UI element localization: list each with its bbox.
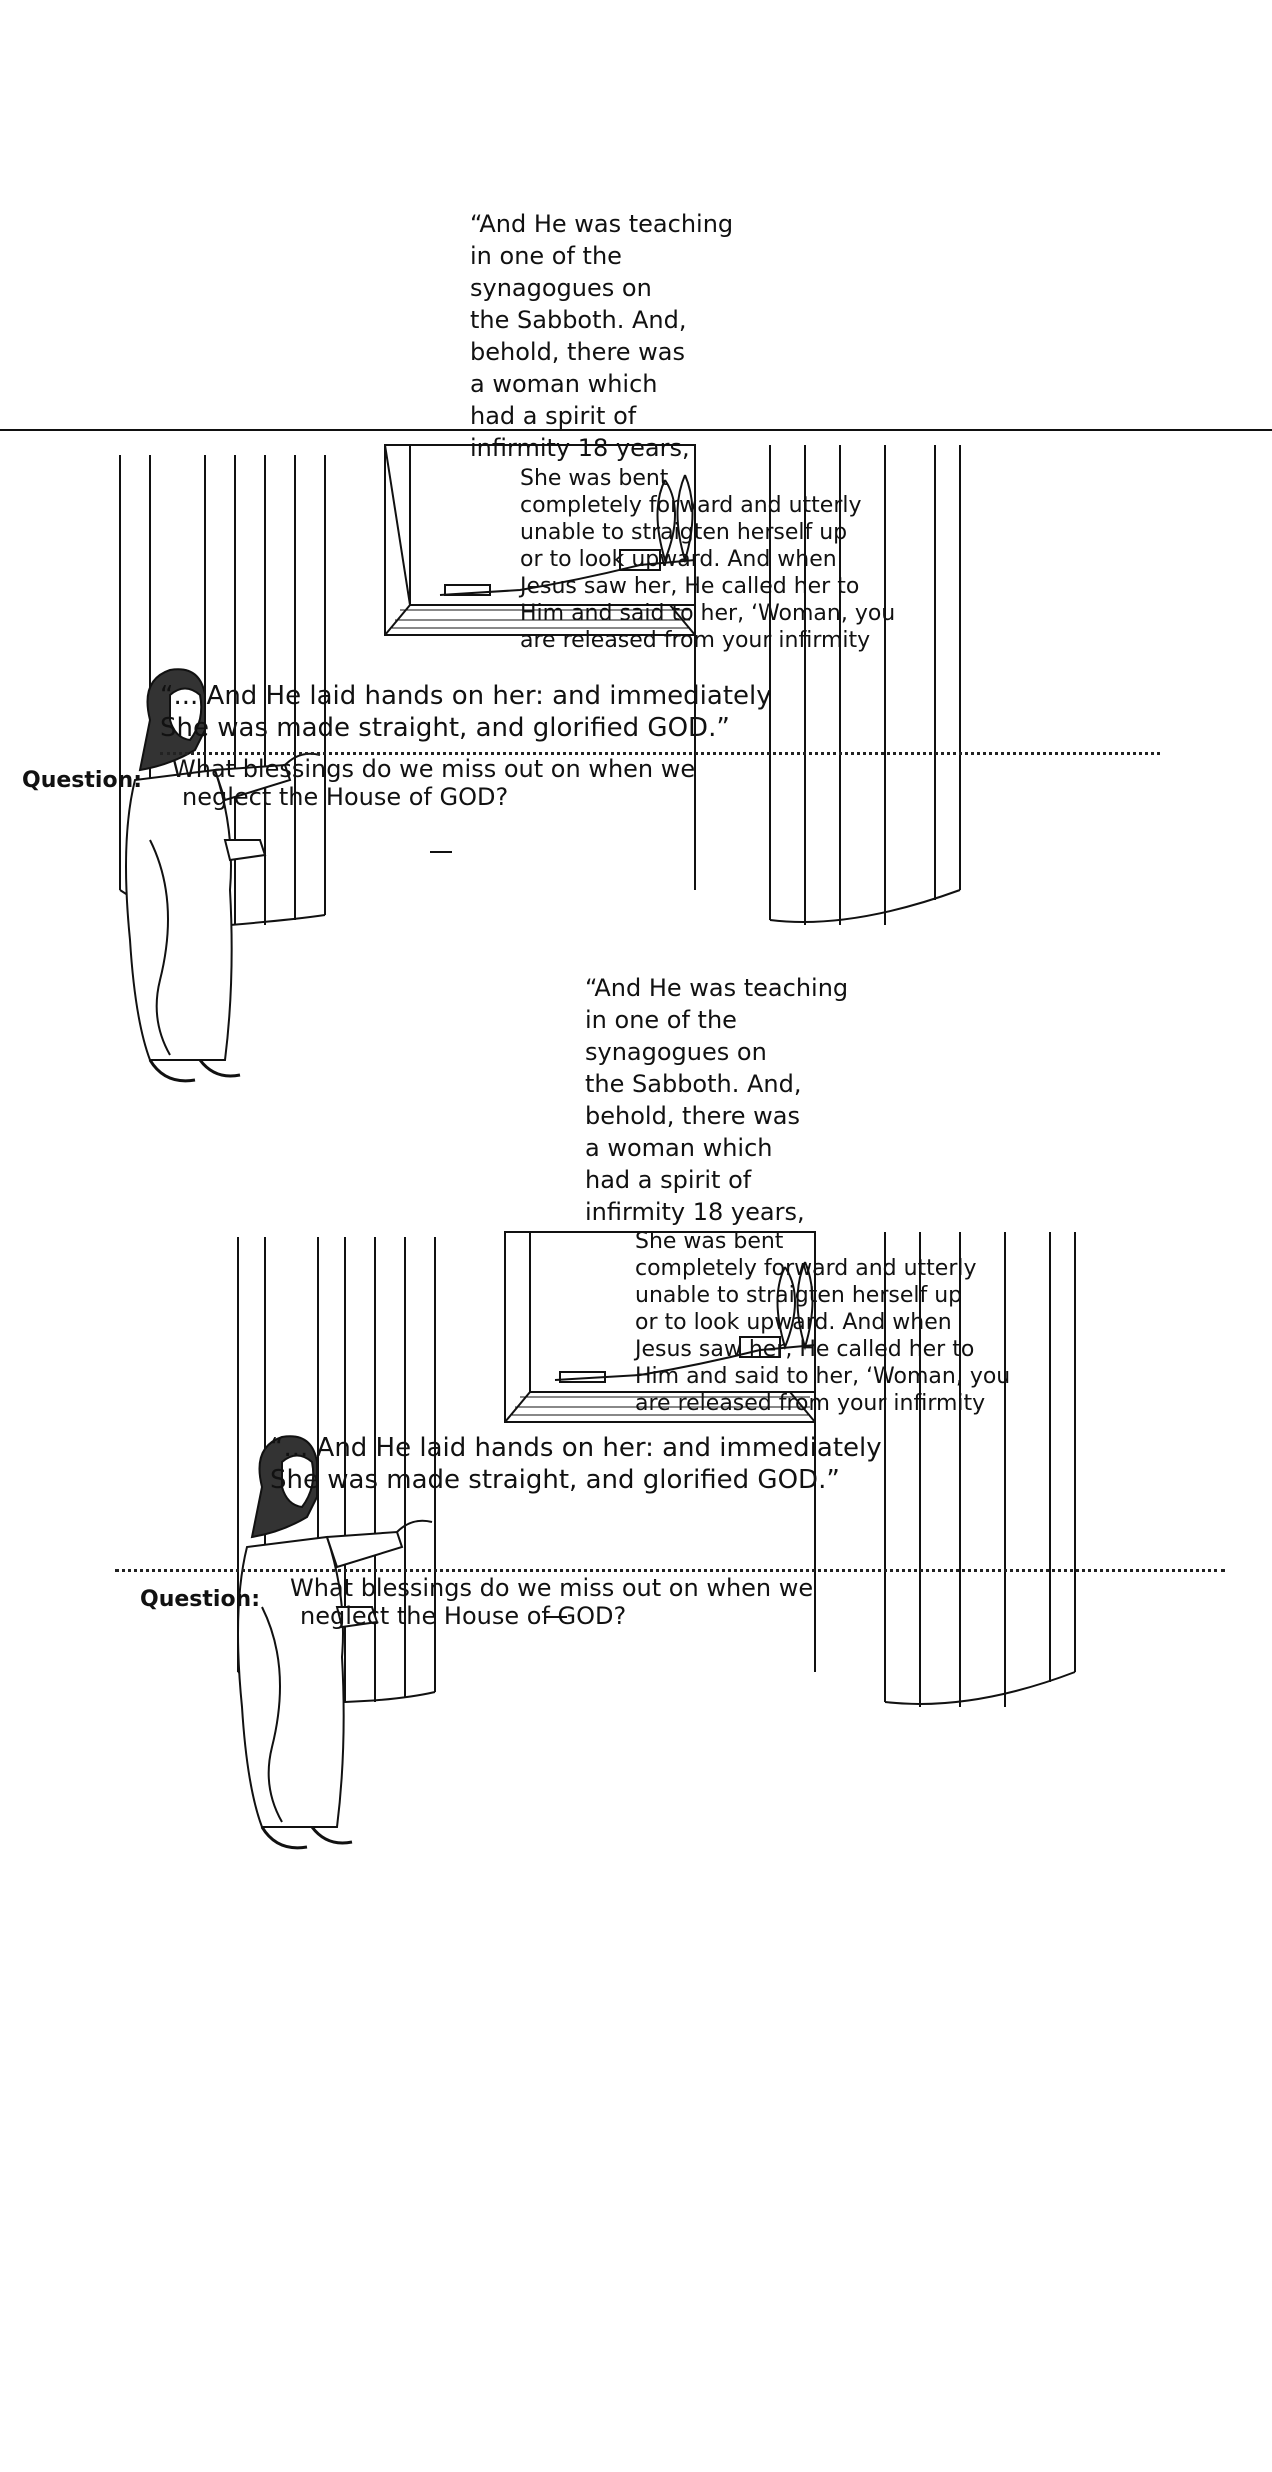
scripture-line: “And He was teaching [585,974,849,1002]
scripture-line: a woman which [470,370,658,398]
scripture-line: She was bent [520,466,669,491]
question-label: Question: [22,768,143,793]
scripture-continued [635,1228,1010,1417]
scripture-line: the Sabboth. And, [585,1070,802,1098]
question-line: neglect the House of GOD? [182,783,509,811]
quote-line: “... And He laid hands on her: and immediately [270,1433,882,1463]
scripture-line: had a spirit of [470,402,637,430]
laid-hands-quote [270,1432,882,1496]
scripture-line: She was bent [635,1229,784,1254]
scripture-line: completely forward and utterly [635,1256,977,1281]
scripture-opening [585,972,848,1228]
scripture-line: unable to straigten herself up [635,1283,963,1308]
scripture-line: Him and said to her, ‘Woman, you [520,601,896,626]
scripture-line: Him and said to her, ‘Woman, you [635,1364,1011,1389]
quote-line: “... And He laid hands on her: and immediately [160,681,772,711]
scripture-line: Jesus saw her, He called her to [635,1337,975,1362]
question-line: What blessings do we miss out on when we [172,755,696,783]
question-text [290,1574,813,1630]
question-line: What blessings do we miss out on when we [290,1574,814,1602]
scripture-line: completely forward and utterly [520,493,862,518]
scripture-opening [470,208,733,464]
quote-line: She was made straight, and glorified GOD.” [270,1465,840,1495]
scripture-line: the Sabboth. And, [470,306,687,334]
scripture-line: are released from your infirmity [635,1391,986,1416]
laid-hands-quote [160,680,772,744]
scripture-line: Jesus saw her, He called her to [520,574,860,599]
question-text [172,755,695,811]
panel-bottom [0,812,1272,1632]
scripture-line: behold, there was [470,338,686,366]
scripture-line: in one of the [585,1006,737,1034]
dotted-divider [115,1569,1225,1572]
question-label: Question: [140,1587,261,1612]
quote-line: She was made straight, and glorified GOD.” [160,713,730,743]
scripture-line: behold, there was [585,1102,801,1130]
scripture-line: in one of the [470,242,622,270]
scripture-line: had a spirit of [585,1166,752,1194]
scripture-line: synagogues on [470,274,652,302]
scripture-line: infirmity 18 years, [470,434,690,462]
woman-figure [238,1436,432,1848]
scripture-line: a woman which [585,1134,773,1162]
question-line: neglect the House of GOD? [300,1602,627,1630]
scripture-line: unable to straigten herself up [520,520,848,545]
scripture-line: or to look upward. And when [520,547,837,572]
scripture-line: are released from your infirmity [520,628,871,653]
panel-top [0,0,1272,820]
scripture-continued [520,465,895,654]
scripture-line: infirmity 18 years, [585,1198,805,1226]
scripture-line: synagogues on [585,1038,767,1066]
scripture-line: “And He was teaching [470,210,734,238]
scripture-line: or to look upward. And when [635,1310,952,1335]
